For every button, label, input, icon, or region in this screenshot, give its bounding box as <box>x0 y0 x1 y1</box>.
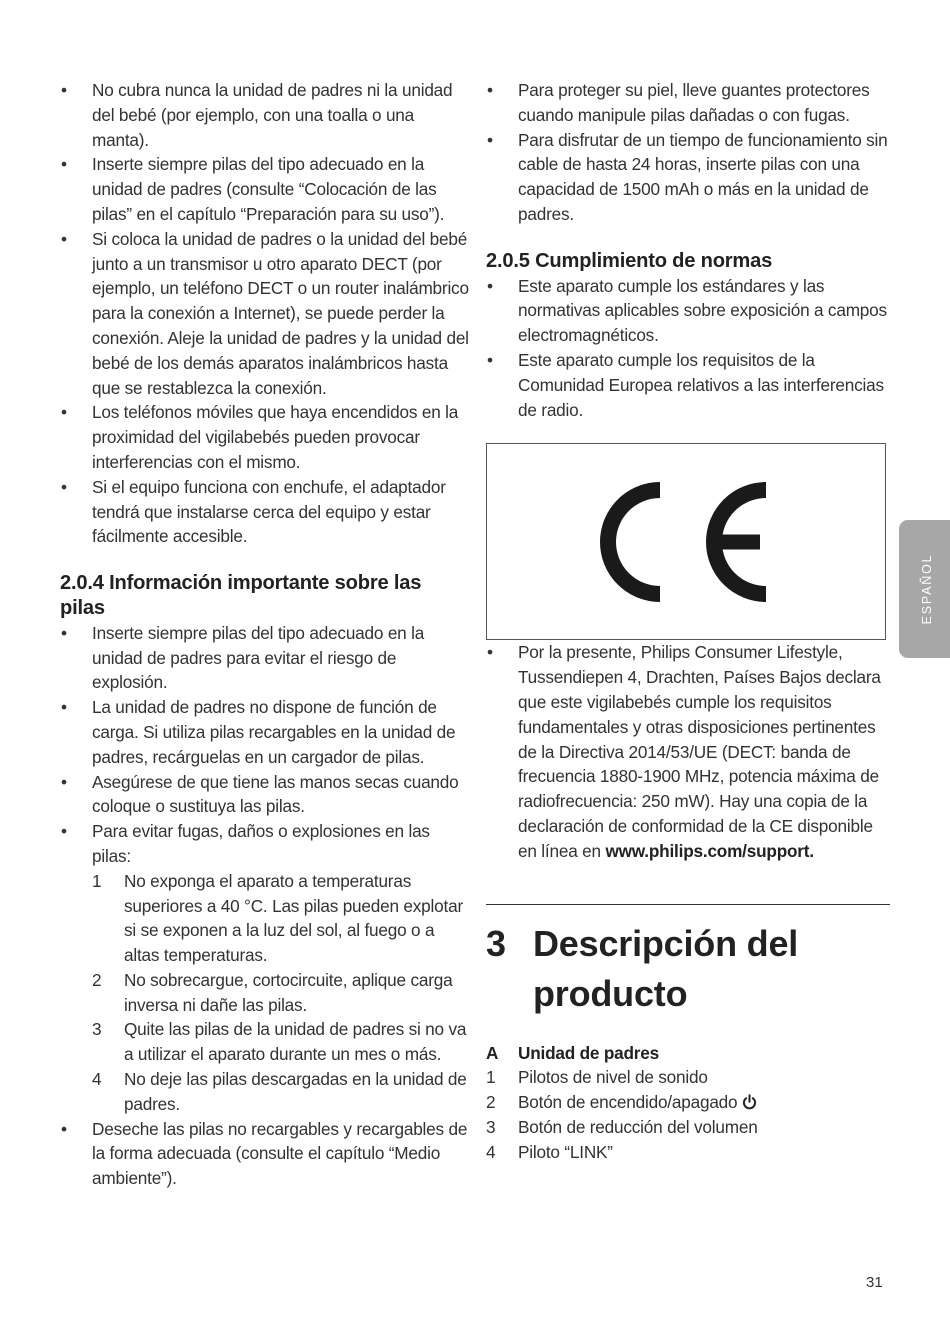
chapter-number: 3 <box>486 922 506 964</box>
list-item: • Para proteger su piel, lleve guantes protectores cuando manipule pilas dañadas o con fugas. <box>486 78 890 128</box>
step-text: No deje las pilas descargadas en la unidad de padres. <box>124 1069 467 1114</box>
chapter-title: Descripción del producto <box>533 922 799 1014</box>
section-heading-parent-unit <box>486 1041 890 1066</box>
part-text: Botón de reducción del volumen <box>518 1116 758 1137</box>
ce-mark-box <box>486 443 886 640</box>
declaration-list <box>486 640 890 863</box>
step-number: 1 <box>92 870 102 891</box>
list-item: • Asegúrese de que tiene las manos secas cuando coloque o sustituya las pilas. <box>60 770 470 820</box>
list-item: • Si el equipo funciona con enchufe, el adaptador tendrá que instalarse cerca del equipo y estar fácilmente accesible. <box>60 475 470 549</box>
right-column <box>486 78 890 1165</box>
part-number: 3 <box>486 1116 496 1137</box>
numbered-item <box>92 968 470 1018</box>
numbered-item <box>486 1140 890 1165</box>
list-item: • Deseche las pilas no recargables y recargables de la forma adecuada (consulte el capítulo “Medio ambiente”). <box>60 1117 470 1191</box>
chapter-heading <box>486 919 890 1019</box>
chapter-divider <box>486 904 890 905</box>
leak-bullet-text: Para evitar fugas, daños o explosiones en las pilas: <box>92 821 430 866</box>
part-number: 2 <box>486 1092 496 1113</box>
ce-mark-icon <box>600 482 772 602</box>
numbered-item <box>92 1017 470 1067</box>
list-item: • La unidad de padres no dispone de función de carga. Si utiliza pilas recargables en la unidad de padres, recárguelas en un cargador de pilas. <box>60 695 470 769</box>
list-item: • Los teléfonos móviles que haya encendidos en la proximidad del vigilabebés pueden provocar interferencias con el mismo. <box>60 400 470 474</box>
step-text: No exponga el aparato a temperaturas superiores a 40 °C. Las pilas pueden explotar si se exponen a la luz del sol, al fuego o a altas temperaturas. <box>124 870 463 966</box>
list-item <box>60 819 470 1117</box>
compliance-list <box>486 274 890 423</box>
part-text: Pilotos de nivel de sonido <box>518 1067 708 1088</box>
safety-list-top <box>60 78 470 549</box>
part-number: 4 <box>486 1141 496 1162</box>
list-item: • Si coloca la unidad de padres o la unidad del bebé junto a un transmisor u otro aparato DECT (por ejemplo, un teléfono DECT o un router inalámbrico para la conexión a Internet), se puede perder la conexión. Aleje la unidad de padres y la unidad del bebé de los demás aparatos inalámbricos hasta que se restablezca la conexión. <box>60 227 470 401</box>
parts-list <box>486 1065 890 1164</box>
list-item: • Para disfrutar de un tiempo de funcionamiento sin cable de hasta 24 horas, inserte pilas con una capacidad de 1500 mAh o más en la unidad de padres. <box>486 128 890 227</box>
part-text: Botón de encendido/apagado <box>518 1092 738 1113</box>
numbered-item <box>486 1065 890 1090</box>
numbered-item <box>92 1067 470 1117</box>
page-number: 31 <box>866 1274 883 1291</box>
language-tab-label: ESPAÑOL <box>920 553 934 625</box>
support-link[interactable]: www.philips.com/support. <box>605 840 814 861</box>
language-tab <box>899 520 950 658</box>
step-number: 2 <box>92 969 102 990</box>
numbered-item <box>486 1090 890 1115</box>
list-item: • No cubra nunca la unidad de padres ni la unidad del bebé (por ejemplo, con una toalla o una manta). <box>60 78 470 152</box>
step-number: 3 <box>92 1019 102 1040</box>
declaration-text: Por la presente, Philips Consumer Lifestyle, Tussendiepen 4, Drachten, Países Bajos declara que este vigilabebés cumple los requisitos fundamentales y otras disposiciones pertinentes de la Directiva 2014/53/UE (DECT: banda de frecuencia 1880-1900 MHz, potencia máxima de radiofrecuencia: 250 mW). Hay una copia de la declaración de conformidad de la CE disponible en línea en <box>518 642 881 861</box>
step-text: Quite las pilas de la unidad de padres si no va a utilizar el aparato durante un mes o más. <box>124 1019 467 1065</box>
power-icon <box>742 1094 757 1110</box>
leak-steps-list <box>92 869 470 1117</box>
section-heading-battery-info: 2.0.4 Información importante sobre las pilas <box>60 572 422 619</box>
part-text: Piloto “LINK” <box>518 1141 613 1162</box>
battery-list-continued <box>486 78 890 227</box>
numbered-item <box>486 1115 890 1140</box>
numbered-item <box>92 869 470 968</box>
list-item <box>486 640 890 863</box>
section-heading-compliance: 2.0.5 Cumplimiento de normas <box>486 249 773 272</box>
list-item: • Inserte siempre pilas del tipo adecuado en la unidad de padres para evitar el riesgo de explosión. <box>60 621 470 695</box>
step-text: No sobrecargue, cortocircuite, aplique carga inversa ni dañe las pilas. <box>124 969 453 1015</box>
step-number: 4 <box>92 1069 102 1090</box>
list-item: • Este aparato cumple los requisitos de la Comunidad Europea relativos a las interferencias de radio. <box>486 348 890 422</box>
list-item: • Inserte siempre pilas del tipo adecuado en la unidad de padres (consulte “Colocación de las pilas” en el capítulo “Preparación para su uso”). <box>60 152 470 226</box>
section-letter: A <box>486 1042 499 1063</box>
left-column <box>60 78 470 1191</box>
battery-list <box>60 621 470 1191</box>
section-title: Unidad de padres <box>518 1042 660 1063</box>
list-item: • Este aparato cumple los estándares y las normativas aplicables sobre exposición a campos electromagnéticos. <box>486 274 890 348</box>
part-number: 1 <box>486 1067 496 1088</box>
